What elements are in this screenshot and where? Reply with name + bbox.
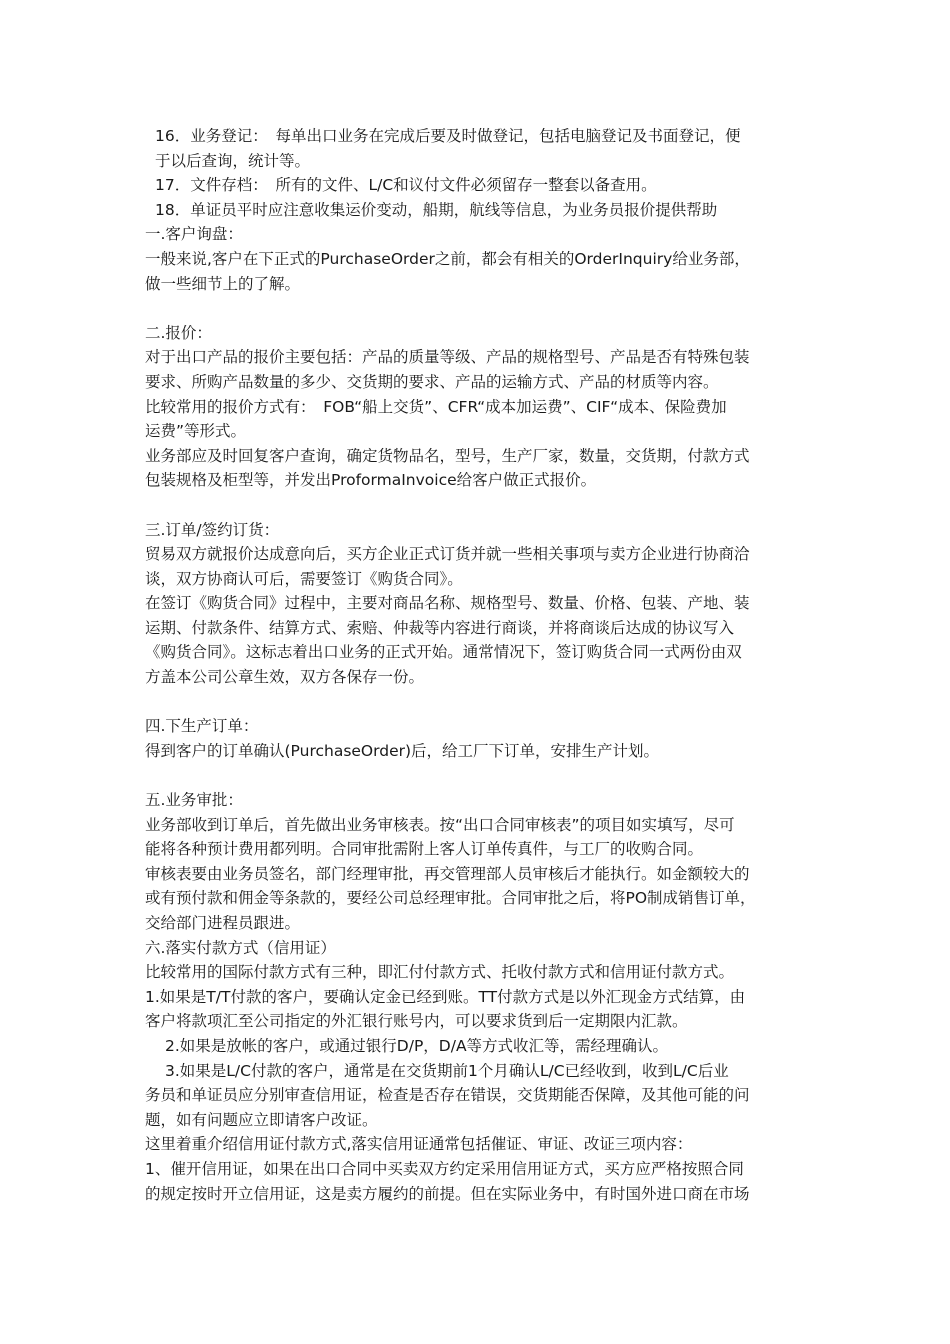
text-line: 《购货合同》。这标志着出口业务的正式开始。通常情况下，签订购货合同一式两份由双 [145,643,742,662]
blank-line [145,493,815,518]
text-line: 3.如果是L/C付款的客户，通常是在交货期前1个月确认L/C已经收到，收到L/C后业 [165,1061,729,1080]
section-heading: 二.报价： [145,323,212,342]
text-line: 能将各种预计费用都列明。合同审批需附上客人订单传真件，与工厂的收购合同。 [145,840,704,859]
text-line: 得到客户的订单确认(PurchaseOrder)后，给工厂下订单，安排生产计划。 [145,741,660,760]
text-line: 在签订《购货合同》过程中，主要对商品名称、规格型号、数量、价格、包装、产地、装 [145,594,750,613]
text-line: 运期、付款条件、结算方式、索赔、仲裁等内容进行商谈，并将商谈后达成的协议写入 [145,618,735,637]
text-line: 16．业务登记： 每单出口业务在完成后要及时做登记，包括电脑登记及书面登记，便 [155,127,741,145]
text-line: 客户将款项汇至公司指定的外汇银行账号内，可以要求货到后一定期限内汇款。 [145,1012,688,1031]
text-line: 方盖本公司公章生效，双方各保存一份。 [145,668,425,687]
text-line: 比较常用的报价方式有： FOB“船上交货”、CFR“成本加运费”、CIF“成本、保险费加 [145,397,727,416]
blank-line [145,763,815,788]
text-line: 审核表要由业务员签名，部门经理审批，再交管理部人员审核后才能执行。如金额较大的 [145,864,750,883]
section-heading: 四.下生产订单： [145,717,259,736]
text-line: 运费”等形式。 [145,422,247,441]
text-line: 业务部收到订单后，首先做出业务审核表。按“出口合同审核表”的项目如实填写，尽可 [145,815,735,834]
text-line: 2.如果是放帐的客户，或通过银行D/P，D/A等方式收汇等，需经理确认。 [165,1036,669,1055]
text-line: 的规定按时开立信用证，这是卖方履约的前提。但在实际业务中，有时国外进口商在市场 [145,1184,750,1203]
text-line: 18．单证员平时应注意收集运价变动，船期，航线等信息，为业务员报价提供帮助 [155,200,718,219]
section-heading: 五.业务审批： [145,791,243,810]
text-line: 1.如果是T/T付款的客户，要确认定金已经到账。TT付款方式是以外汇现金方式结算，由 [145,987,746,1006]
text-line: 业务部应及时回复客户查询，确定货物品名，型号，生产厂家，数量，交货期，付款方式 [145,446,750,465]
text-line: 题，如有问题应立即请客户改证。 [145,1110,378,1129]
text-line: 1、催开信用证，如果在出口合同中买卖双方约定采用信用证方式，买方应严格按照合同 [145,1159,744,1178]
section-heading: 六.落实付款方式（信用证） [145,938,336,957]
text-line: 做一些细节上的了解。 [145,274,301,293]
text-line: 于以后查询，统计等。 [155,151,311,170]
text-line: 对于出口产品的报价主要包括：产品的质量等级、产品的规格型号、产品是否有特殊包装 [145,348,750,367]
text-line: 务员和单证员应分别审查信用证，检查是否存在错误，交货期能否保障，及其他可能的问 [145,1086,750,1105]
text-line: 一般来说,客户在下正式的PurchaseOrder之前，都会有相关的OrderInquiry给业务部， [145,249,750,268]
text-line: 比较常用的国际付款方式有三种，即汇付付款方式、托收付款方式和信用证付款方式。 [145,963,735,982]
blank-line [145,296,815,321]
text-line: 要求、所购产品数量的多少、交货期的要求、产品的运输方式、产品的材质等内容。 [145,372,719,391]
blank-line [145,690,815,715]
text-line: 贸易双方就报价达成意向后，买方企业正式订货并就一些相关事项与卖方企业进行协商洽 [145,545,750,564]
text-line: 17．文件存档： 所有的文件、L/C和议付文件必须留存一整套以备查用。 [155,176,657,195]
text-line: 交给部门进程员跟进。 [145,914,301,932]
section-heading: 三.订单/签约订货： [145,520,280,539]
text-line: 这里着重介绍信用证付款方式,落实信用证通常包括催证、审证、改证三项内容： [145,1135,693,1154]
section-heading: 一.客户询盘： [145,225,243,244]
text-line: 或有预付款和佣金等条款的，要经公司总经理审批。合同审批之后，将PO制成销售订单， [145,889,756,908]
text-line: 包装规格及柜型等，并发出ProformaInvoice给客户做正式报价。 [145,471,597,490]
text-line: 谈，双方协商认可后，需要签订《购货合同》。 [145,569,463,588]
document-page [145,124,815,1206]
